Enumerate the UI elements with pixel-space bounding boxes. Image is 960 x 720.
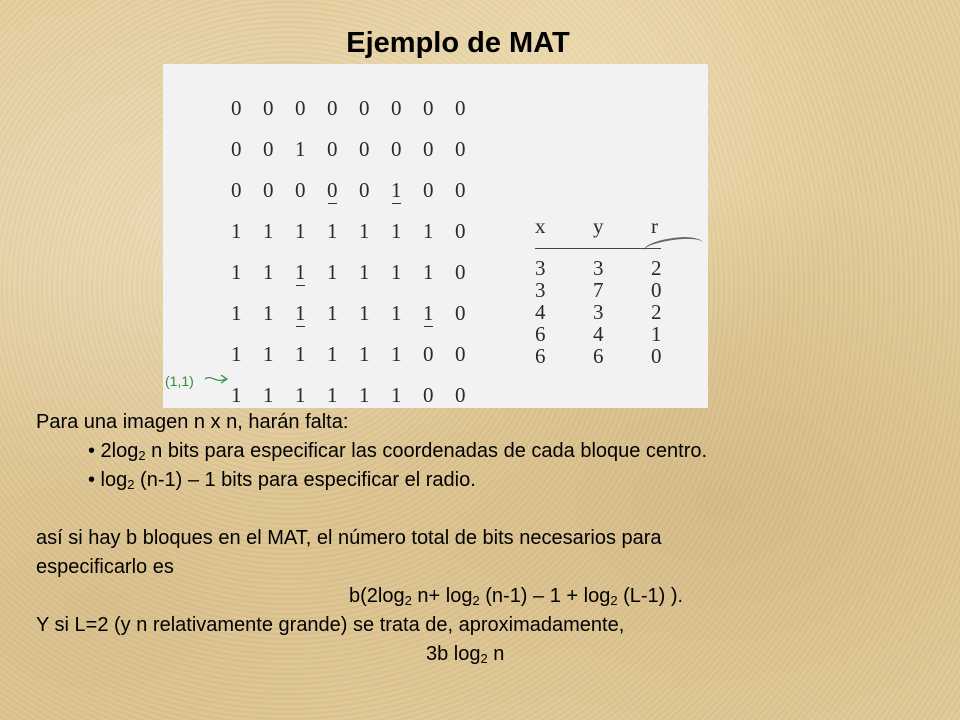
matrix-cell: 1 xyxy=(231,301,242,325)
matrix-cell: 0 xyxy=(455,219,466,243)
table-row xyxy=(535,323,681,345)
matrix-cell: 1 xyxy=(295,342,306,366)
matrix-cell: 0 xyxy=(455,383,466,407)
matrix-cell: 1 xyxy=(231,260,242,284)
matrix-cell: 0 xyxy=(263,96,274,120)
table-row xyxy=(535,257,681,279)
paragraph-line-1: así si hay b bloques en el MAT, el número total de bits necesarios para xyxy=(36,527,662,549)
matrix-row xyxy=(231,88,487,129)
matrix-cell: 1 xyxy=(231,342,242,366)
matrix-cell: 1 xyxy=(359,383,370,407)
matrix-cell: 1 xyxy=(263,219,274,243)
header-r: r xyxy=(651,214,658,238)
table-row xyxy=(535,279,681,301)
arrow-right-icon xyxy=(203,370,233,388)
matrix-cell: 0 xyxy=(455,342,466,366)
paragraph-line-2: especificarlo es xyxy=(36,556,174,578)
matrix-cell: 0 xyxy=(295,178,306,202)
matrix-cell: 0 xyxy=(327,170,359,211)
matrix-cell: 0 xyxy=(423,178,434,202)
bullet-radius: • $\log_2 (n-1) - 1$ bits para especificar el radio. xyxy=(88,469,476,492)
table-cell: 3 xyxy=(535,278,546,302)
matrix-cell: 0 xyxy=(455,178,466,202)
total-bits-formula: $b(2\log_2$ $n+ \log_2 (n-1) - 1 + \log_2 (L-1)$ ). xyxy=(349,585,684,608)
header-x: x xyxy=(535,214,546,238)
matrix-cell: 0 xyxy=(455,260,466,284)
intro-line: Para una imagen n x n, harán falta: xyxy=(36,411,349,433)
explanation-text xyxy=(36,408,936,669)
matrix-row xyxy=(231,293,487,334)
table-cell: 0 xyxy=(651,344,662,368)
bullet-coordinates: • $2\log_2$ n bits para especificar las coordenadas de cada bloque centro. xyxy=(88,440,708,463)
matrix-row xyxy=(231,170,487,211)
matrix-cell: 0 xyxy=(327,96,338,120)
scanned-figure xyxy=(163,64,708,408)
matrix-cell: 1 xyxy=(295,383,306,407)
matrix-cell: 0 xyxy=(263,137,274,161)
matrix-cell: 0 xyxy=(359,178,370,202)
table-cell: 6 xyxy=(535,322,546,346)
matrix-cell: 1 xyxy=(391,301,402,325)
binary-matrix xyxy=(231,88,487,416)
matrix-cell: 1 xyxy=(327,301,338,325)
table-row xyxy=(535,345,681,367)
header-y: y xyxy=(593,214,604,238)
matrix-cell: 0 xyxy=(455,96,466,120)
table-cell: 0 xyxy=(651,278,662,302)
matrix-cell: 0 xyxy=(391,96,402,120)
matrix-cell: 0 xyxy=(231,96,242,120)
matrix-cell: 0 xyxy=(359,137,370,161)
table-cell: 2 xyxy=(651,256,662,280)
matrix-cell: 1 xyxy=(231,383,242,407)
matrix-cell: 0 xyxy=(295,96,306,120)
slide-title: Ejemplo de MAT xyxy=(346,27,570,59)
table-cell: 3 xyxy=(593,256,604,280)
matrix-cell: 1 xyxy=(391,260,402,284)
matrix-cell: 1 xyxy=(391,383,402,407)
matrix-cell: 1 xyxy=(263,342,274,366)
matrix-cell: 1 xyxy=(423,260,434,284)
matrix-row xyxy=(231,129,487,170)
table-cell: 6 xyxy=(593,344,604,368)
matrix-cell: 1 xyxy=(263,301,274,325)
matrix-cell: 1 xyxy=(423,219,434,243)
matrix-cell: 1 xyxy=(359,260,370,284)
table-cell: 4 xyxy=(593,322,604,346)
matrix-cell: 1 xyxy=(391,170,423,211)
table-cell: 3 xyxy=(535,256,546,280)
matrix-cell: 1 xyxy=(327,383,338,407)
origin-label: (1,1) xyxy=(165,373,194,389)
mat-table xyxy=(535,214,681,367)
matrix-cell: 1 xyxy=(391,342,402,366)
mat-table-header xyxy=(535,214,681,248)
matrix-cell: 0 xyxy=(423,96,434,120)
matrix-cell: 1 xyxy=(295,219,306,243)
matrix-cell: 1 xyxy=(263,260,274,284)
matrix-cell: 0 xyxy=(231,137,242,161)
table-cell: 7 xyxy=(593,278,604,302)
matrix-cell: 1 xyxy=(423,293,455,334)
matrix-cell: 1 xyxy=(327,219,338,243)
matrix-cell: 1 xyxy=(295,293,327,334)
matrix-cell: 0 xyxy=(455,301,466,325)
table-cell: 6 xyxy=(535,344,546,368)
matrix-cell: 1 xyxy=(263,383,274,407)
matrix-cell: 0 xyxy=(423,137,434,161)
matrix-cell: 1 xyxy=(359,301,370,325)
table-row xyxy=(535,301,681,323)
matrix-cell: 1 xyxy=(295,252,327,293)
matrix-cell: 1 xyxy=(231,219,242,243)
matrix-row xyxy=(231,252,487,293)
matrix-cell: 0 xyxy=(391,137,402,161)
matrix-cell: 1 xyxy=(359,219,370,243)
table-cell: 1 xyxy=(651,322,662,346)
matrix-row xyxy=(231,334,487,375)
matrix-cell: 0 xyxy=(423,383,434,407)
conclusion-line: Y si L=2 (y n relativamente grande) se trata de, aproximadamente, xyxy=(36,614,625,636)
table-cell: 4 xyxy=(535,300,546,324)
matrix-cell: 1 xyxy=(295,137,306,161)
matrix-cell: 0 xyxy=(231,178,242,202)
matrix-cell: 1 xyxy=(359,342,370,366)
table-cell: 2 xyxy=(651,300,662,324)
matrix-cell: 1 xyxy=(391,219,402,243)
matrix-cell: 1 xyxy=(327,260,338,284)
matrix-cell: 0 xyxy=(455,137,466,161)
result-formula: 3b $\log_2 n$ xyxy=(426,643,505,666)
matrix-row xyxy=(231,211,487,252)
matrix-cell: 0 xyxy=(327,137,338,161)
matrix-cell: 0 xyxy=(263,178,274,202)
matrix-cell: 1 xyxy=(327,342,338,366)
table-cell: 3 xyxy=(593,300,604,324)
table-divider xyxy=(535,248,661,249)
matrix-cell: 0 xyxy=(423,342,434,366)
matrix-cell: 0 xyxy=(359,96,370,120)
